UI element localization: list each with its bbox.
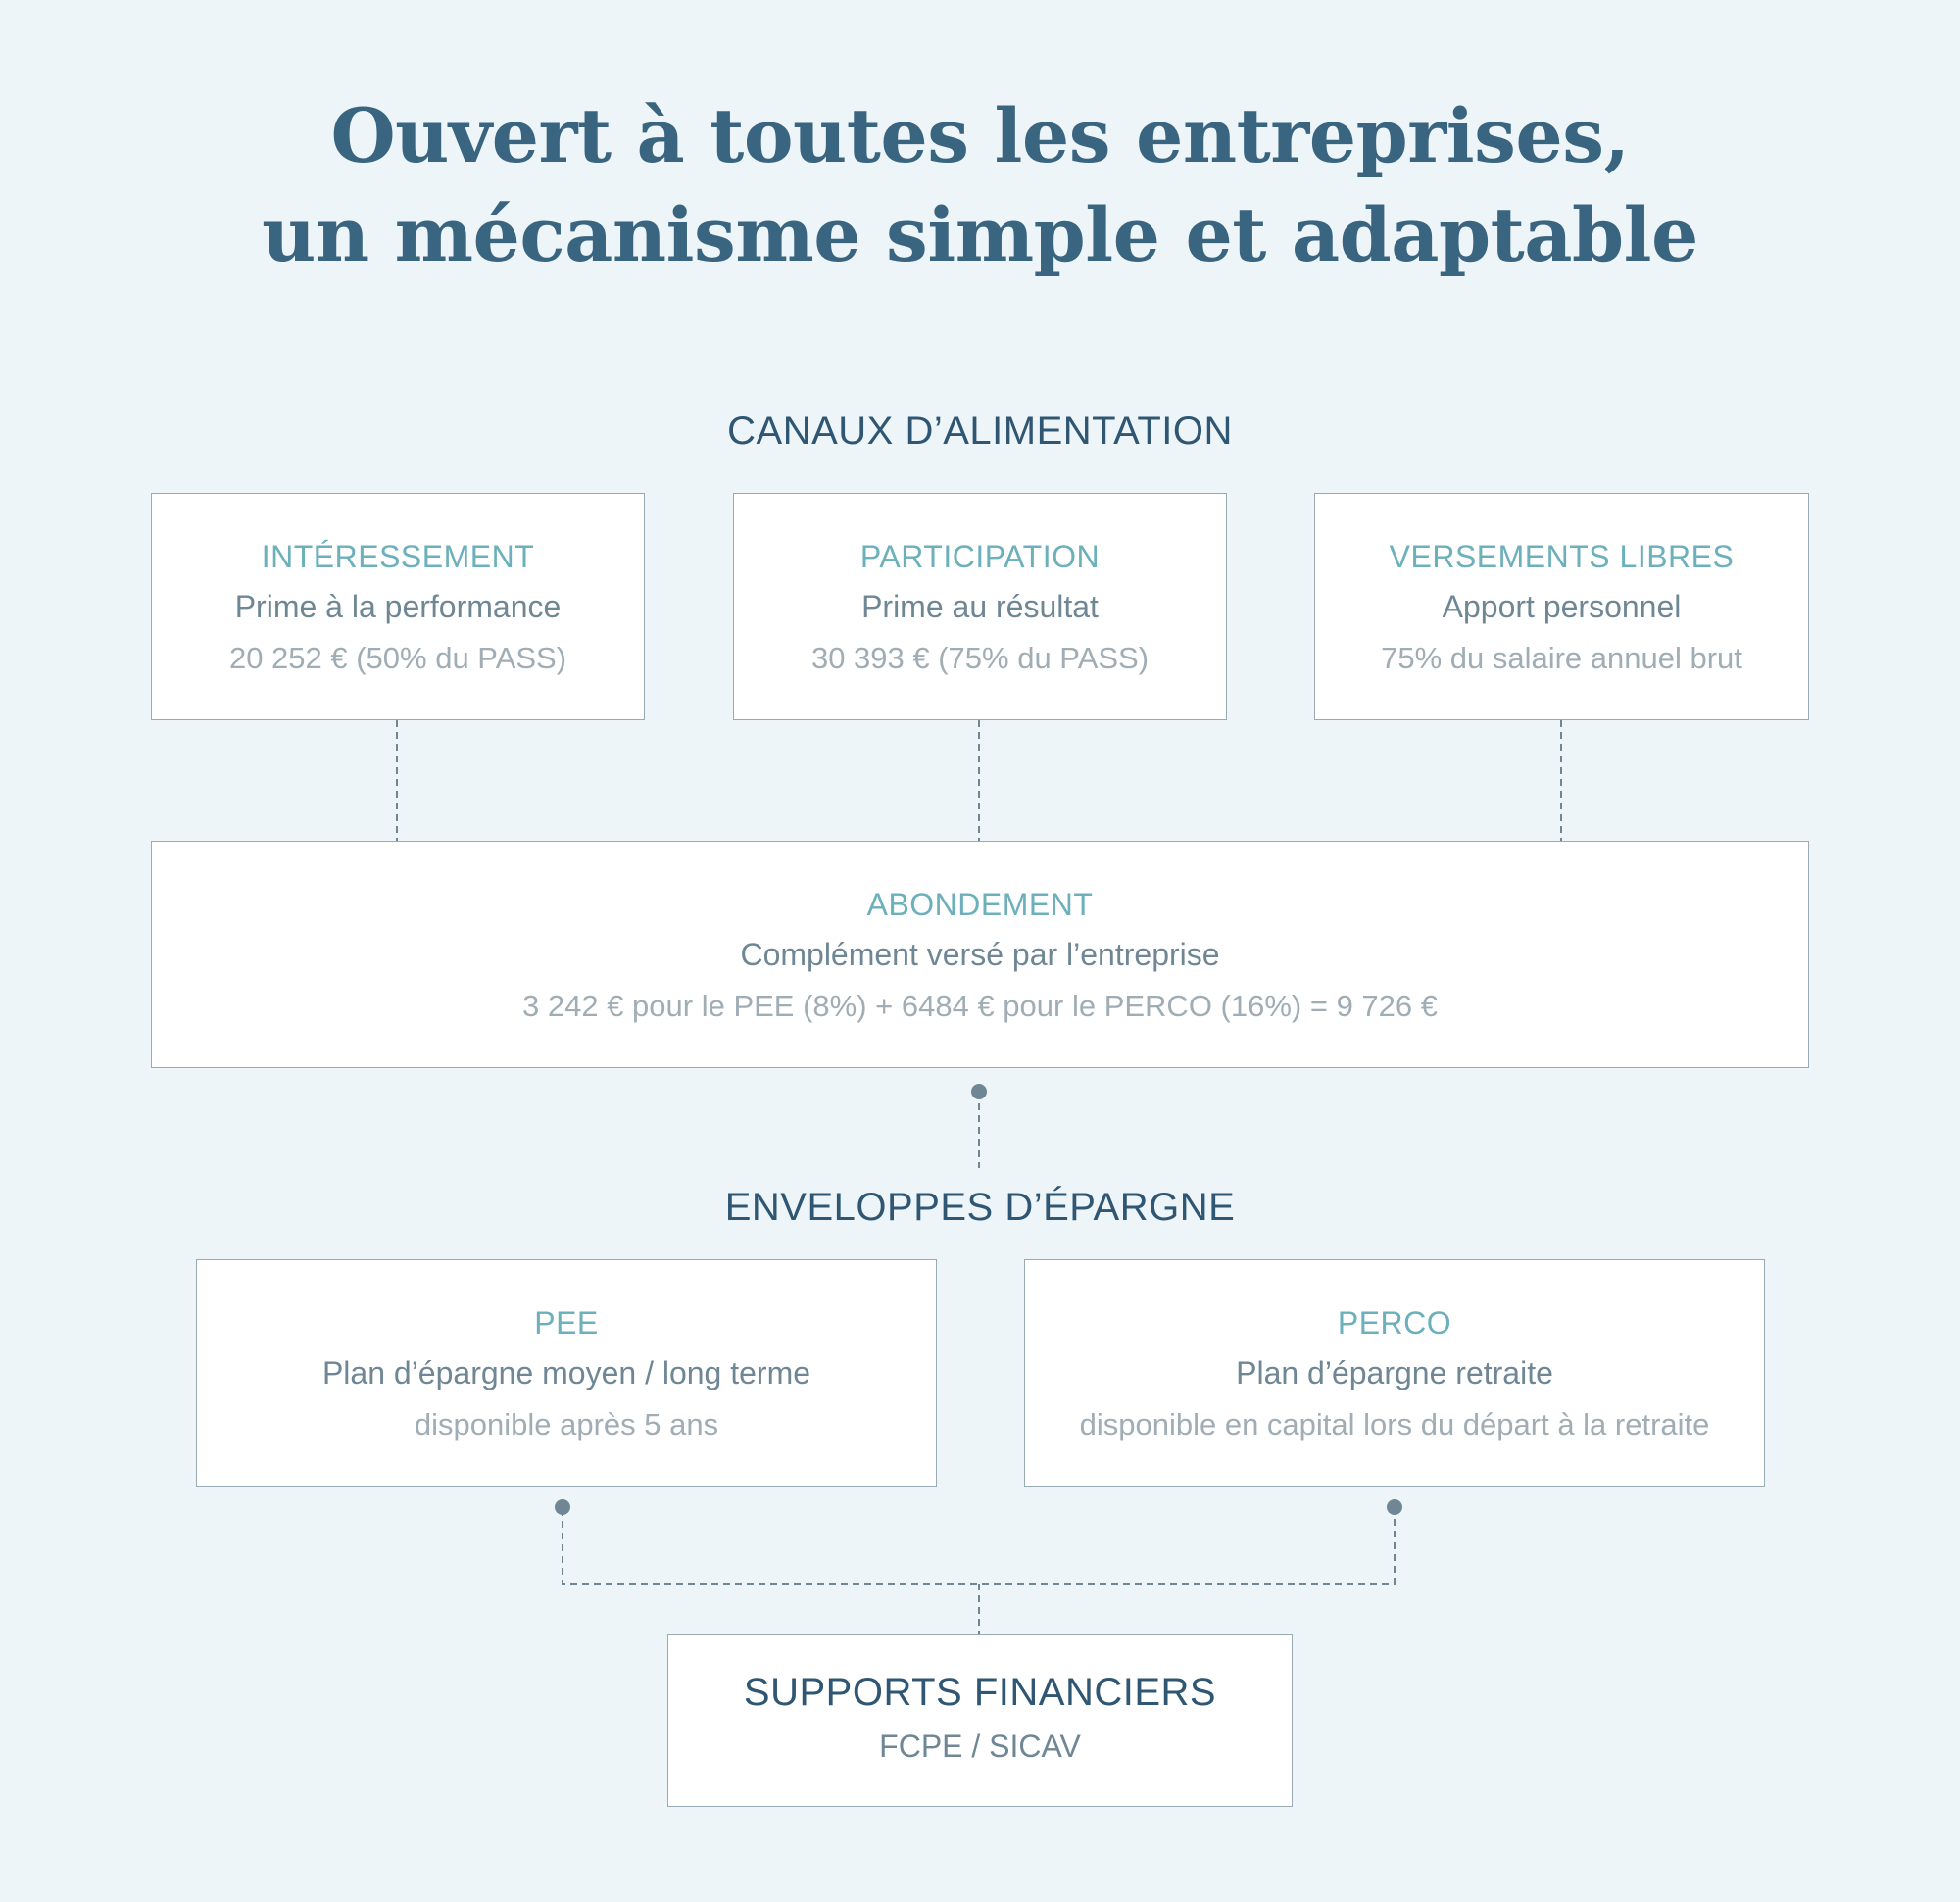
title-line-1: Ouvert à toutes les entreprises,	[330, 92, 1630, 179]
canaux-heading: CANAUX D’ALIMENTATION	[727, 410, 1233, 453]
pee-label: PEE	[534, 1305, 599, 1341]
title-line-2: un mécanisme simple et adaptable	[262, 191, 1698, 278]
participation-label: PARTICIPATION	[859, 539, 1101, 574]
participation-detail: 30 393 € (75% du PASS)	[810, 641, 1150, 675]
pee-detail: disponible après 5 ans	[414, 1407, 719, 1441]
perco-subtitle: Plan d’épargne retraite	[1236, 1355, 1553, 1390]
connector-envelopes-to-supports	[563, 1509, 1395, 1584]
participation-subtitle: Prime au résultat	[861, 589, 1099, 624]
abondement-label: ABONDEMENT	[866, 887, 1094, 922]
interessement-label: INTÉRESSEMENT	[261, 539, 535, 574]
connector-dot-pee	[555, 1499, 570, 1515]
perco-label: PERCO	[1337, 1305, 1452, 1341]
abondement-subtitle: Complément versé par l’entreprise	[740, 937, 1220, 972]
perco-detail: disponible en capital lors du départ à la retraite	[1079, 1407, 1710, 1441]
versements-libres-detail: 75% du salaire annuel brut	[1381, 641, 1742, 675]
abondement-box	[151, 841, 1809, 1068]
supports-label: SUPPORTS FINANCIERS	[743, 1671, 1217, 1714]
perco-box	[1024, 1259, 1765, 1487]
abondement-detail: 3 242 € pour le PEE (8%) + 6484 € pour le PERCO (16%) = 9 726 €	[522, 989, 1438, 1023]
versements-libres-label: VERSEMENTS LIBRES	[1389, 539, 1735, 574]
connector-dot-abondement	[971, 1084, 987, 1099]
pee-box	[196, 1259, 937, 1487]
participation-box	[733, 493, 1227, 720]
enveloppes-heading: ENVELOPPES D’ÉPARGNE	[724, 1186, 1236, 1229]
supports-financiers-box	[667, 1634, 1293, 1807]
pee-subtitle: Plan d’épargne moyen / long terme	[321, 1355, 811, 1390]
interessement-detail: 20 252 € (50% du PASS)	[228, 641, 567, 675]
versements-libres-box	[1314, 493, 1809, 720]
interessement-box	[151, 493, 645, 720]
versements-libres-subtitle: Apport personnel	[1442, 589, 1682, 624]
supports-subtitle: FCPE / SICAV	[879, 1729, 1081, 1764]
connector-dot-perco	[1387, 1499, 1402, 1515]
interessement-subtitle: Prime à la performance	[234, 589, 562, 624]
